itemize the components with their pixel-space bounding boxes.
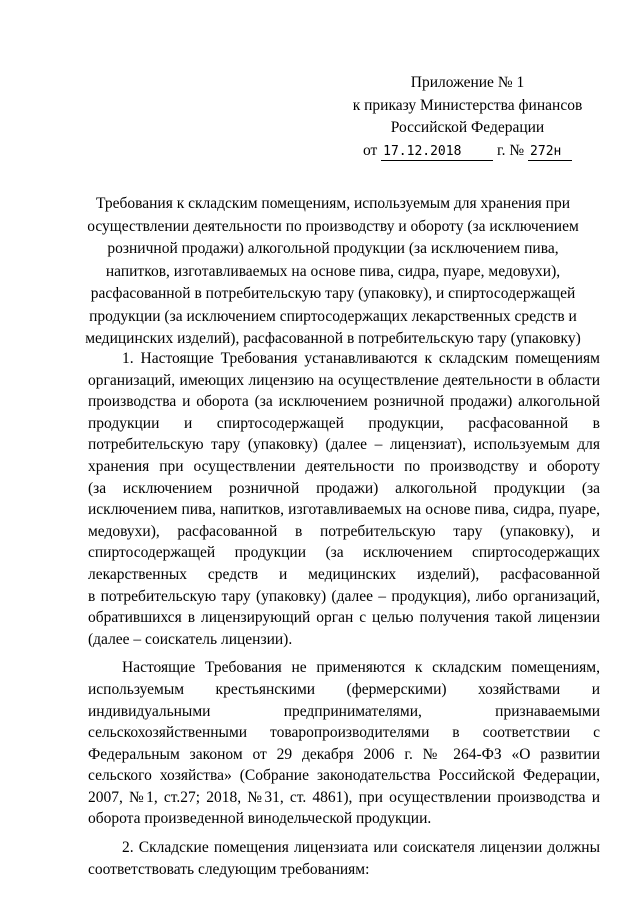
paragraph-2-line: сельскохозяйственными товаропроизводителями в соответствии с <box>88 724 600 742</box>
paragraph-2-line: индивидуальными предпринимателями, признаваемыми <box>88 702 600 720</box>
document-title <box>64 193 602 351</box>
paragraph-1-line: потребительскую тару (упаковку) (далее – лицензиат), используемым для <box>88 436 600 454</box>
document-body <box>88 348 600 880</box>
appendix-country-line: Российской Федерации <box>390 119 545 136</box>
paragraph-1 <box>88 348 600 650</box>
handwritten-order-number: 272н <box>528 144 572 161</box>
title-line: медицинских изделий), расфасованной в потребительскую тару (упаковку) <box>85 330 581 347</box>
paragraph-2-line: Федеральным законом от 29 декабря 2006 г. № 264-ФЗ «О развитии <box>88 745 600 763</box>
title-line: расфасованной в потребительскую тару (упаковку), и спиртосодержащей <box>90 285 576 302</box>
paragraph-1-line: 1. Настоящие Требования устанавливаются к складским помещениям <box>122 350 600 367</box>
appendix-date-line <box>345 140 590 163</box>
paragraph-1-line: обратившихся в лицензирующий орган с целью получения такой лицензии <box>88 609 600 627</box>
paragraph-1-line: (далее – соискатель лицензии). <box>88 630 293 648</box>
paragraph-1-line: в потребительскую тару (упаковку) (далее – продукция), либо организаций, <box>88 587 600 605</box>
appendix-header <box>345 72 590 162</box>
paragraph-1-line: лекарственных средств и медицинских изделий), расфасованной <box>88 565 600 583</box>
date-prefix: от <box>362 141 378 159</box>
title-line: Требования к складским помещениям, используемым для хранения при <box>95 195 571 212</box>
paragraph-3-line: соответствовать следующим требованиям: <box>88 860 370 878</box>
number-prefix: г. № <box>497 141 525 159</box>
paragraph-1-line: производства и оборота (за исключением розничной продажи) алкогольной <box>88 393 600 411</box>
paragraph-2-line: 2007, №1, ст.27; 2018, №31, ст. 4861), при осуществлении производства и <box>88 788 600 806</box>
appendix-title: Приложение № 1 <box>410 74 525 91</box>
paragraph-1-line: хранения при осуществлении деятельности по производству и обороту <box>88 457 600 475</box>
paragraph-2-line: сельского хозяйства» (Собрание законодательства Российской Федерации, <box>88 767 600 785</box>
paragraph-2-line: Настоящие Требования не применяются к складским помещениям, <box>122 659 600 677</box>
title-line: розничной продажи) алкогольной продукции (за исключением пива, <box>107 240 559 257</box>
paragraph-2 <box>88 657 600 830</box>
paragraph-1-line: продукции и спиртосодержащей продукции, расфасованной в <box>88 414 600 432</box>
paragraph-3 <box>88 837 600 880</box>
paragraph-3-line: 2. Складские помещения лицензиата или соискателя лицензии должны <box>122 839 600 857</box>
title-line: продукции (за исключением спиртосодержащих лекарственных средств и <box>89 307 577 325</box>
paragraph-1-line: организаций, имеющих лицензию на осуществление деятельности в области <box>88 371 600 389</box>
paragraph-2-line: оборота произведенной винодельческой продукции. <box>88 810 432 828</box>
paragraph-1-line: исключением пива, напитков, изготавливаемых на основе пива, сидра, пуаре, <box>88 501 600 519</box>
paragraph-1-line: медовухи), расфасованной в потребительскую тару (упаковку), и <box>88 522 600 540</box>
handwritten-date: 17.12.2018 <box>381 144 493 161</box>
paragraph-1-line: спиртосодержащей продукции (за исключением спиртосодержащих <box>88 544 600 562</box>
paragraph-2-line: используемым крестьянскими (фермерскими) хозяйствами и <box>88 680 600 698</box>
paragraph-1-line: (за исключением розничной продажи) алкогольной продукции (за <box>88 479 600 497</box>
appendix-order-line: к приказу Министерства финансов <box>352 96 583 114</box>
title-line: напитков, изготавливаемых на основе пива, сидра, пуаре, медовухи), <box>105 262 561 280</box>
title-line: осуществлении деятельности по производству и обороту (за исключением <box>87 217 579 235</box>
